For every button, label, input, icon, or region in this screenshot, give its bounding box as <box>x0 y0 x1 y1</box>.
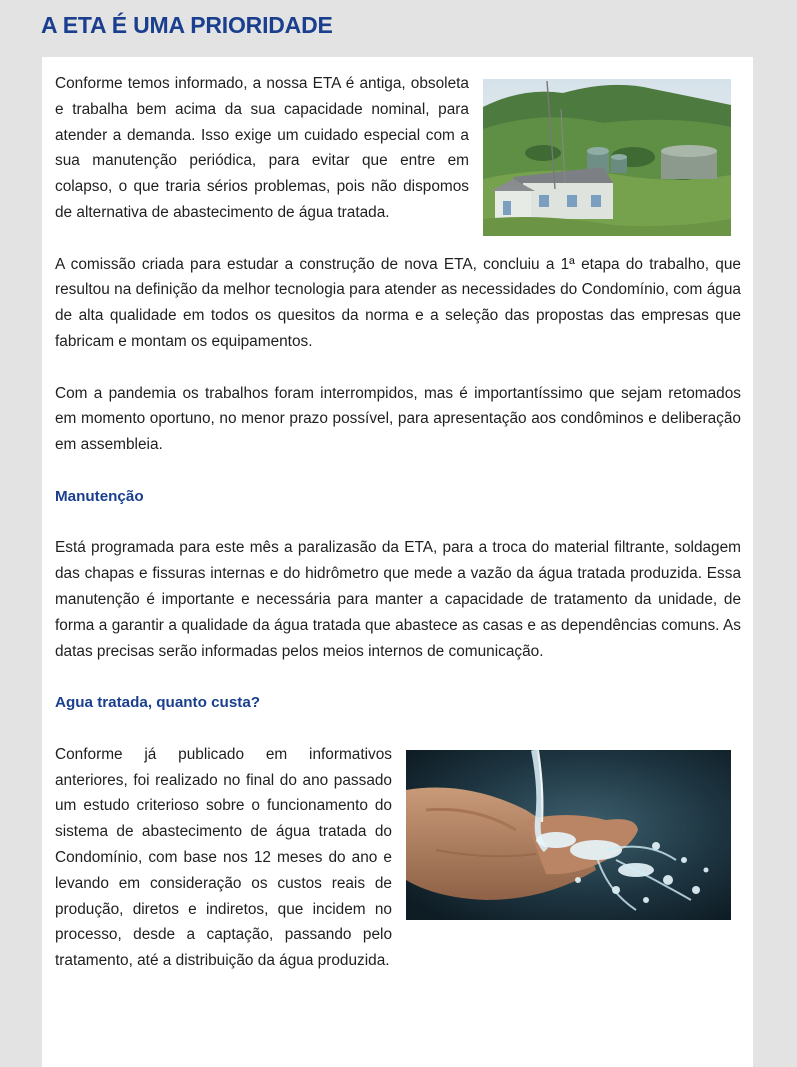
paragraph-commission: A comissão criada para estudar a construção de nova ETA, concluiu a 1ª etapa do trabalho, que resultou na definição da melhor tecnologia para atender as necessidades do Condomínio, com água de alta qualidade em todos os quesitos da norma e a seleção das propostas das empresas que fabricam e montam os equipamentos. <box>55 255 741 350</box>
water-hands-photo <box>406 750 731 920</box>
eta-photo <box>483 79 731 236</box>
paragraph-pandemic: Com a pandemia os trabalhos foram interrompidos, mas é importantíssimo que sejam retomados em momento oportuno, no menor prazo possível, para apresentação aos condôminos e deliberação em assembleia. <box>55 384 741 454</box>
paragraph-maintenance: Está programada para este mês a paralizasão da ETA, para a troca do material filtrante, soldagem das chapas e fissuras internas e do hidrômetro que mede a vazão da água tratada produzida. Essa manutenção é importante e necessária para manter a capacidade de tratamento da unidade, de forma a garantir a qualidade da água tratada que abastece as casas e as dependências comuns. As datas precisas serão informadas pelos meios internos de comunicação. <box>55 539 741 660</box>
paragraph-water-study: Conforme já publicado em informativos anteriores, foi realizado no final do ano passado um estudo criterioso sobre o funcionamento do sistema de abastecimento de água tratada do Condomínio, com base nos 12 meses do ano e levando em consideração os custos reais de produção, diretos e indiretos, que incidem no processo, desde a captação, passando pelo tratamento, até a distribuição da água produzida. <box>55 745 392 970</box>
article-content <box>42 57 753 1067</box>
heading-water-cost: Agua tratada, quanto custa? <box>55 694 261 712</box>
page-title: A ETA É UMA PRIORIDADE <box>41 12 333 38</box>
heading-maintenance: Manutenção <box>55 487 144 505</box>
paragraph-intro: Conforme temos informado, a nossa ETA é antiga, obsoleta e trabalha bem acima da sua capacidade nominal, para atender a demanda. Isso exige um cuidado especial com a sua manutenção periódica, para evitar que entre em colapso, o que traria sérios problemas, pois não dispomos de alternativa de abastecimento de água tratada. <box>55 75 469 221</box>
